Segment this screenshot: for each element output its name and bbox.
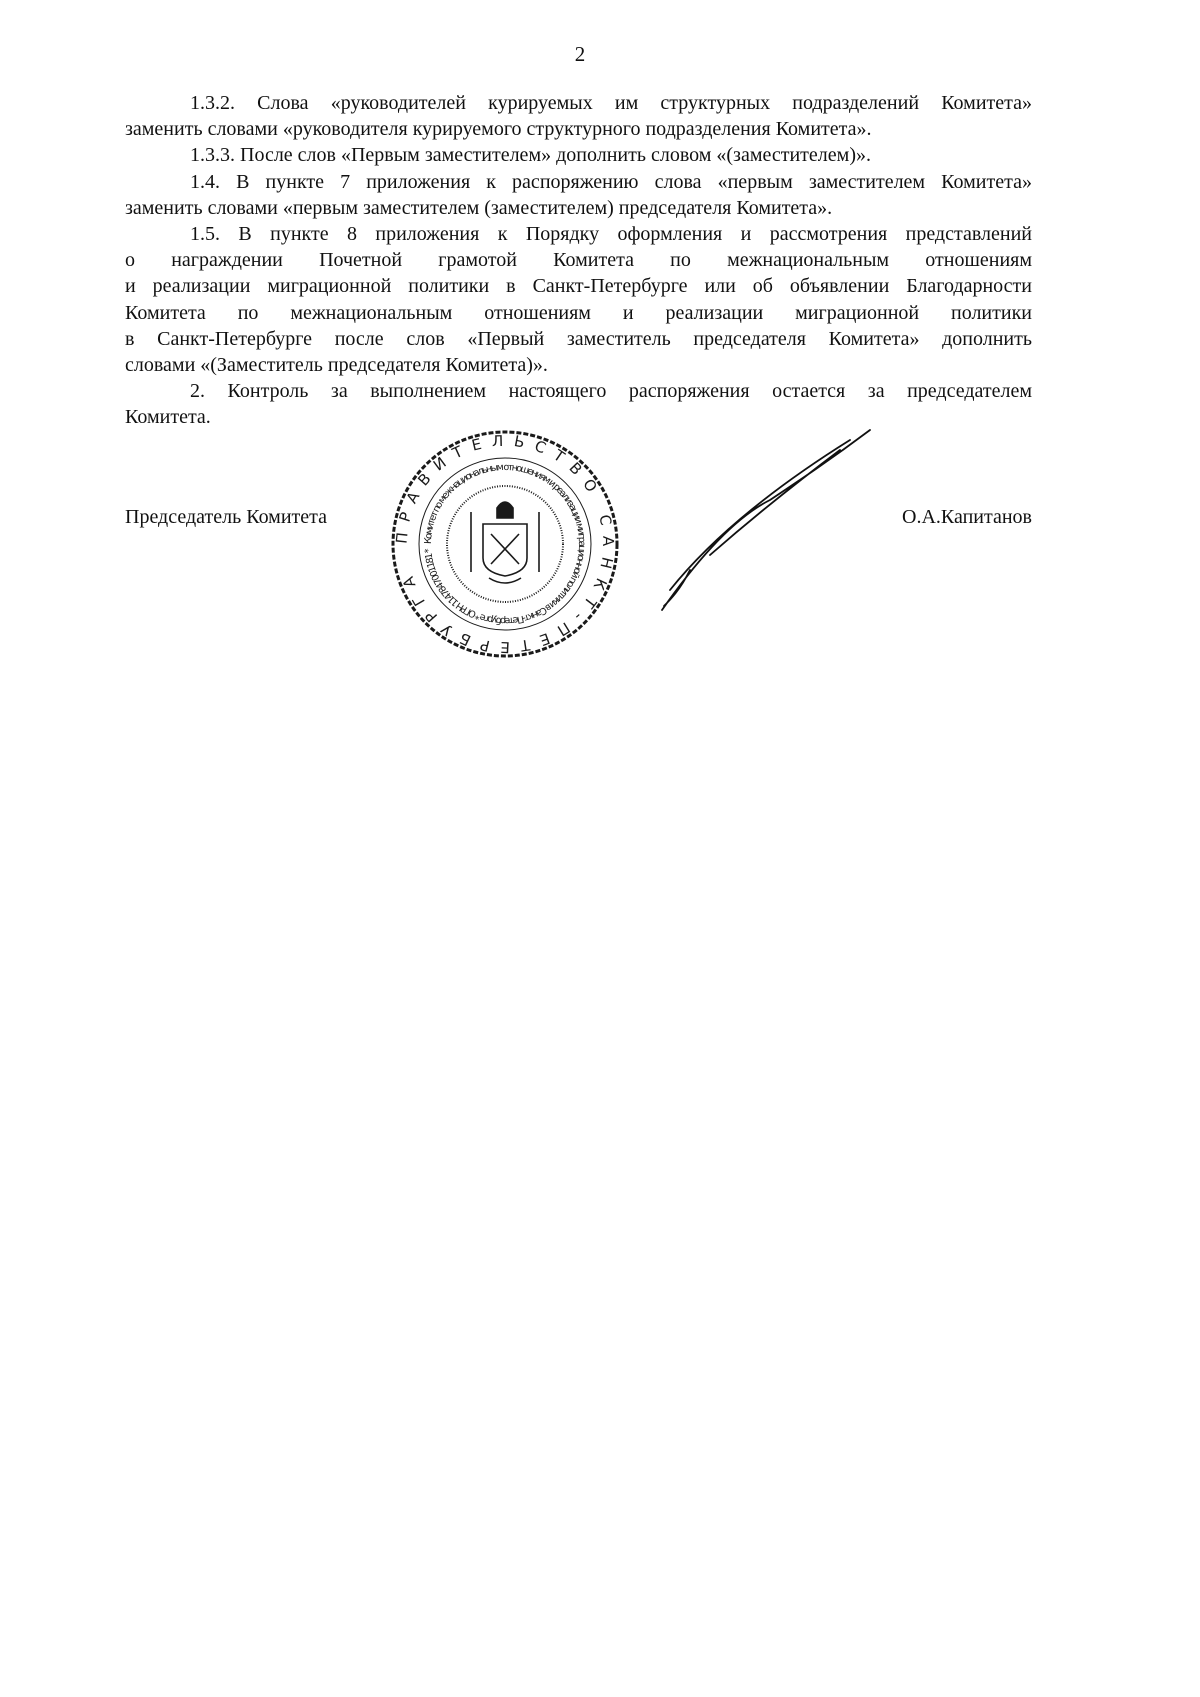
text-line: 2. Контроль за выполнением настоящего распоряжения остается за председателем [190, 380, 1032, 403]
stamp-outer-text: ПРАВИТЕЛЬСТВО САНКТ-ПЕТЕРБУРГА [392, 431, 618, 657]
text-line: 1.3.2. Слова «руководителей курируемых им структурных подразделений Комитета» [190, 92, 1032, 114]
text-line: заменить словами «первым заместителем (заместителем) председателя Комитета». [125, 196, 833, 219]
text-line: Комитета. [125, 406, 211, 429]
paragraph-1-3-3 [125, 142, 1032, 168]
document-body [125, 90, 1032, 431]
signatory-name: О.А.Капитанов [902, 506, 1032, 528]
official-stamp [385, 428, 625, 660]
text-line: 1.3.3. После слов «Первым заместителем» дополнить словом «(заместителем)». [190, 144, 871, 167]
paragraph-1-5 [125, 221, 1032, 378]
text-line: в Санкт-Петербурге после слов «Первый заместитель председателя Комитета» дополнить [125, 327, 1032, 350]
paragraph-1-4 [125, 169, 1032, 221]
text-line: 1.4. В пункте 7 приложения к распоряжению слова «первым заместителем Комитета» [190, 170, 1032, 193]
handwritten-signature [650, 420, 890, 620]
paragraph-2 [125, 378, 1032, 430]
paragraph-1-3-2 [125, 90, 1032, 142]
text-line: о награждении Почетной грамотой Комитета по межнациональным отношениям [125, 249, 1032, 272]
stamp-inner-text: Комитет по межнациональным отношениям и реализации миграционной политики в Санкт-Петербурге * ОГРН 1147847001181 * [422, 461, 588, 627]
text-line: и реализации миграционной политики в Санкт-Петербурге или об объявлении Благодарности [125, 275, 1032, 298]
text-line: заменить словами «руководителя курируемого структурного подразделения Комитета». [125, 118, 872, 141]
text-line: 1.5. В пункте 8 приложения к Порядку оформления и рассмотрения представлений [190, 223, 1032, 246]
text-line: словами «(Заместитель председателя Комитета)». [125, 354, 548, 377]
coat-of-arms-icon [471, 502, 539, 583]
signatory-position: Председатель Комитета [125, 506, 328, 528]
text-line: Комитета по межнациональным отношениям и реализации миграционной политики [125, 301, 1032, 324]
page-number: 2 [574, 42, 586, 66]
